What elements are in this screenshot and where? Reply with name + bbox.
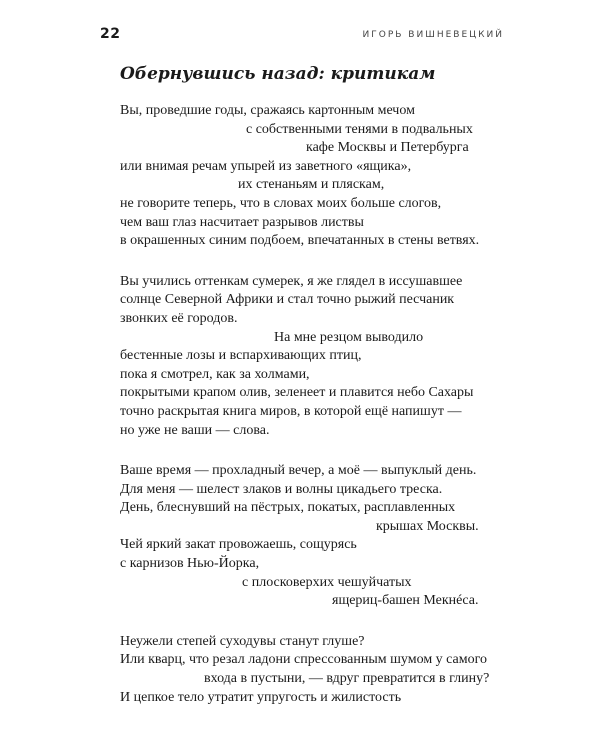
poem-line: или внимая речам упырей из заветного «ящика»,	[120, 158, 412, 174]
poem-line: Неужели степей суходувы станут глуше?	[120, 633, 365, 649]
poem-line: Или кварц, что резал ладони спрессованным шумом у самого	[120, 652, 488, 668]
poem-line: Ваше время — прохладный вечер, а моё — выпуклый день.	[120, 463, 477, 479]
poem-line: крышах Москвы.	[376, 518, 479, 534]
stanza-1	[120, 102, 510, 251]
poem-line: чем ваш глаз насчитает разрывов листвы	[120, 214, 364, 230]
poem-body	[120, 102, 510, 729]
poem-line: с плосковерхих чешуйчатых	[242, 574, 412, 590]
poem-line: кафе Москвы и Петербурга	[306, 140, 469, 156]
stanza-3	[120, 462, 510, 611]
poem-title: Обернувшись назад: критикам	[120, 64, 436, 84]
poem-line: ящериц-башен Мекнéса.	[332, 593, 479, 609]
poem-line: с карнизов Нью-Йорка,	[120, 556, 260, 572]
poem-line: их стенаньям и пляскам,	[238, 177, 385, 193]
poem-line: в окрашенных синим подбоем, впечатанных в стены ветвях.	[120, 233, 480, 249]
poem-line: не говорите теперь, что в словах моих больше слогов,	[120, 195, 442, 211]
poem-line: День, блеснувший на пёстрых, покатых, расплавленных	[120, 500, 456, 516]
poem-line: точно раскрытая книга миров, в которой ещё напишут —	[120, 403, 462, 419]
running-head: ИГОРЬ ВИШНЕВЕЦКИЙ	[362, 30, 504, 40]
poem-line: но уже не ваши — слова.	[120, 422, 270, 438]
poem-line: солнце Северной Африки и стал точно рыжий песчаник	[120, 292, 455, 308]
stanza-2	[120, 273, 510, 440]
stanza-4	[120, 633, 510, 707]
poem-line: Для меня — шелест злаков и волны цикадьего треска.	[120, 481, 443, 497]
poem-line: Вы, проведшие годы, сражаясь картонным мечом	[120, 103, 415, 118]
poem-line: звонких её городов.	[120, 310, 238, 326]
poem-line: Вы учились оттенкам сумерек, я же глядел в иссушавшее	[120, 273, 463, 289]
poem-line: Чей яркий закат провожаешь, сощурясь	[120, 537, 357, 553]
poem-line: На мне резцом выводило	[274, 329, 424, 345]
poem-line: покрытыми крапом олив, зеленеет и плавится небо Сахары	[120, 385, 474, 401]
poem-line: пока я смотрел, как за холмами,	[120, 366, 310, 382]
poem-line: бестенные лозы и вспархивающих птиц,	[120, 348, 362, 364]
page-number: 22	[100, 26, 121, 42]
poem-line: И цепкое тело утратит упругость и жилистость	[120, 689, 402, 705]
poem-line: с собственными тенями в подвальных	[246, 121, 473, 137]
poem-line: входа в пустыни, — вдруг превратится в глину?	[204, 671, 490, 687]
